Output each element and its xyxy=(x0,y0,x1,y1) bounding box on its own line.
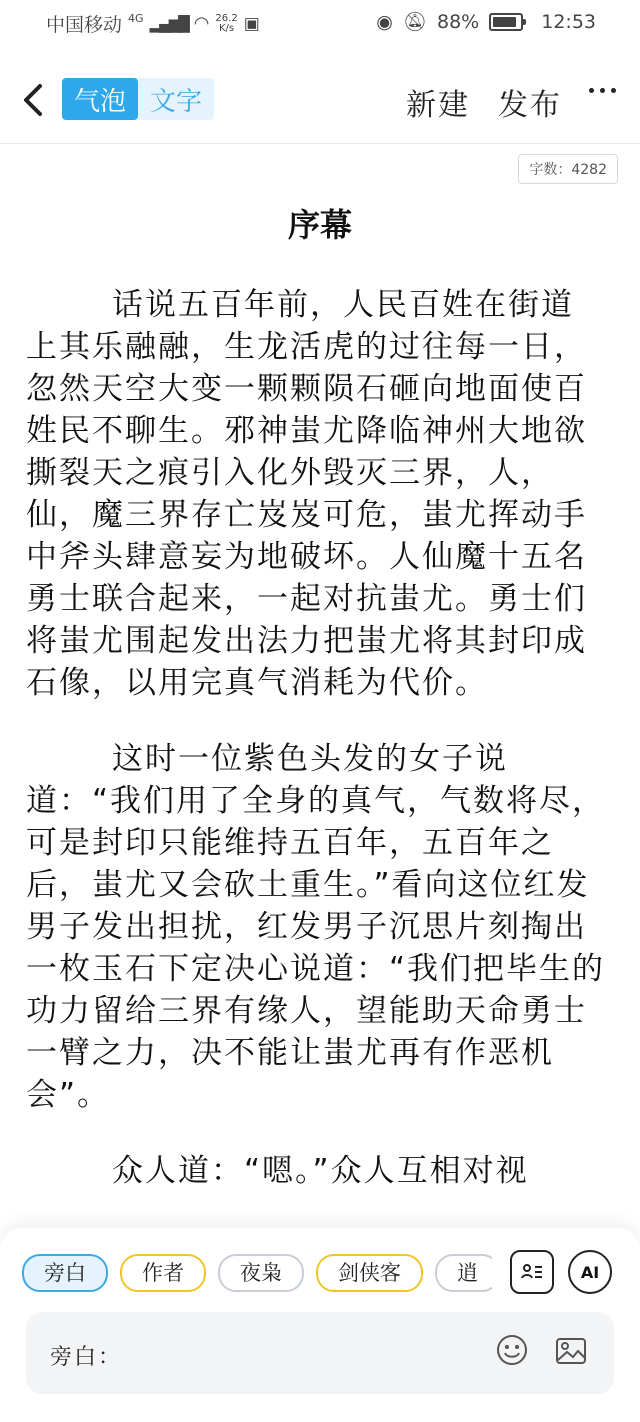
image-icon[interactable] xyxy=(554,1334,588,1368)
role-chip-list[interactable] xyxy=(22,1254,492,1294)
eye-icon: ◉ xyxy=(376,10,393,33)
mode-toggle[interactable] xyxy=(62,78,214,120)
battery-icon xyxy=(489,13,523,31)
status-right xyxy=(376,10,596,33)
document-title[interactable]: 序幕 xyxy=(287,206,352,244)
paragraph[interactable]: 众人道：“嗯。”众人互相对视 xyxy=(112,1153,529,1189)
emoji-icon[interactable] xyxy=(496,1334,528,1366)
input-role-label: 旁白： xyxy=(50,1345,123,1370)
role-chip-yexiao[interactable]: 夜枭 xyxy=(218,1254,304,1292)
app-header xyxy=(0,62,640,142)
role-manager-icon[interactable] xyxy=(510,1250,554,1294)
publish-button[interactable]: 发布 xyxy=(498,88,562,123)
message-input[interactable] xyxy=(26,1312,614,1394)
mode-text-tab[interactable]: 文字 xyxy=(149,86,202,117)
mute-bell-icon: 🔕︎ xyxy=(402,11,427,33)
role-chip-author[interactable]: 作者 xyxy=(120,1254,206,1292)
signal-icon: ▂▄▆█ xyxy=(149,14,188,33)
more-icon[interactable] xyxy=(589,88,616,93)
word-count-badge: 字数：4282 xyxy=(518,154,618,184)
document-body[interactable] xyxy=(26,284,606,1226)
role-input-panel xyxy=(0,1228,640,1422)
tv-app-icon: ▣ xyxy=(243,13,260,34)
network-type: 4G xyxy=(128,12,144,25)
new-button[interactable]: 新建 xyxy=(406,88,470,123)
status-left xyxy=(46,10,260,37)
net-speed-unit: K/s xyxy=(218,22,235,34)
role-chip-jianxiake[interactable]: 剑侠客 xyxy=(316,1254,423,1292)
carrier-label: 中国移动 xyxy=(46,14,123,36)
wifi-icon: ◠ xyxy=(193,13,210,34)
contact-card-icon xyxy=(519,1259,545,1285)
status-bar xyxy=(0,0,640,46)
paragraph[interactable]: 这时一位紫色头发的女子说道：“我们用了全身的真气，气数将尽，可是封印只能维持五百年，五百年之后，蚩尤又会砍土重生。”看向这位红发男子发出担扰，红发男子沉思片刻掏出一枚玉石下定决心说道：“我们把毕生的功力留给三界有缘人，望能助天命勇士一臂之力，决不能让蚩尤再有作恶机会”。 xyxy=(26,741,606,1113)
back-arrow-icon[interactable] xyxy=(20,80,46,120)
role-chip-narrator[interactable]: 旁白 xyxy=(22,1254,108,1292)
paragraph[interactable]: 话说五百年前，人民百姓在街道上其乐融融，生龙活虎的过往每一日，忽然天空大变一颗颗陨石砸向地面使百姓民不聊生。邪神蚩尤降临神州大地欲撕裂天之痕引入化外毁灭三界，人，仙，魔三界存亡岌岌可危，蚩尤挥动手中斧头肆意妄为地破坏。人仙魔十五名勇士联合起来，一起对抗蚩尤。勇士们将蚩尤围起发出法力把蚩尤将其封印成石像，以用完真气消耗为代价。 xyxy=(26,287,587,701)
role-chip-partial[interactable]: 逍 xyxy=(435,1254,492,1292)
header-divider xyxy=(0,143,640,144)
battery-percent: 88% xyxy=(437,10,480,33)
battery-fill xyxy=(493,17,516,27)
net-speed-value: 26.2 xyxy=(215,12,238,24)
clock: 12:53 xyxy=(541,10,596,33)
mode-bubble-tab[interactable]: 气泡 xyxy=(62,78,138,120)
net-speed xyxy=(215,14,237,34)
ai-button[interactable]: AI xyxy=(568,1250,612,1294)
